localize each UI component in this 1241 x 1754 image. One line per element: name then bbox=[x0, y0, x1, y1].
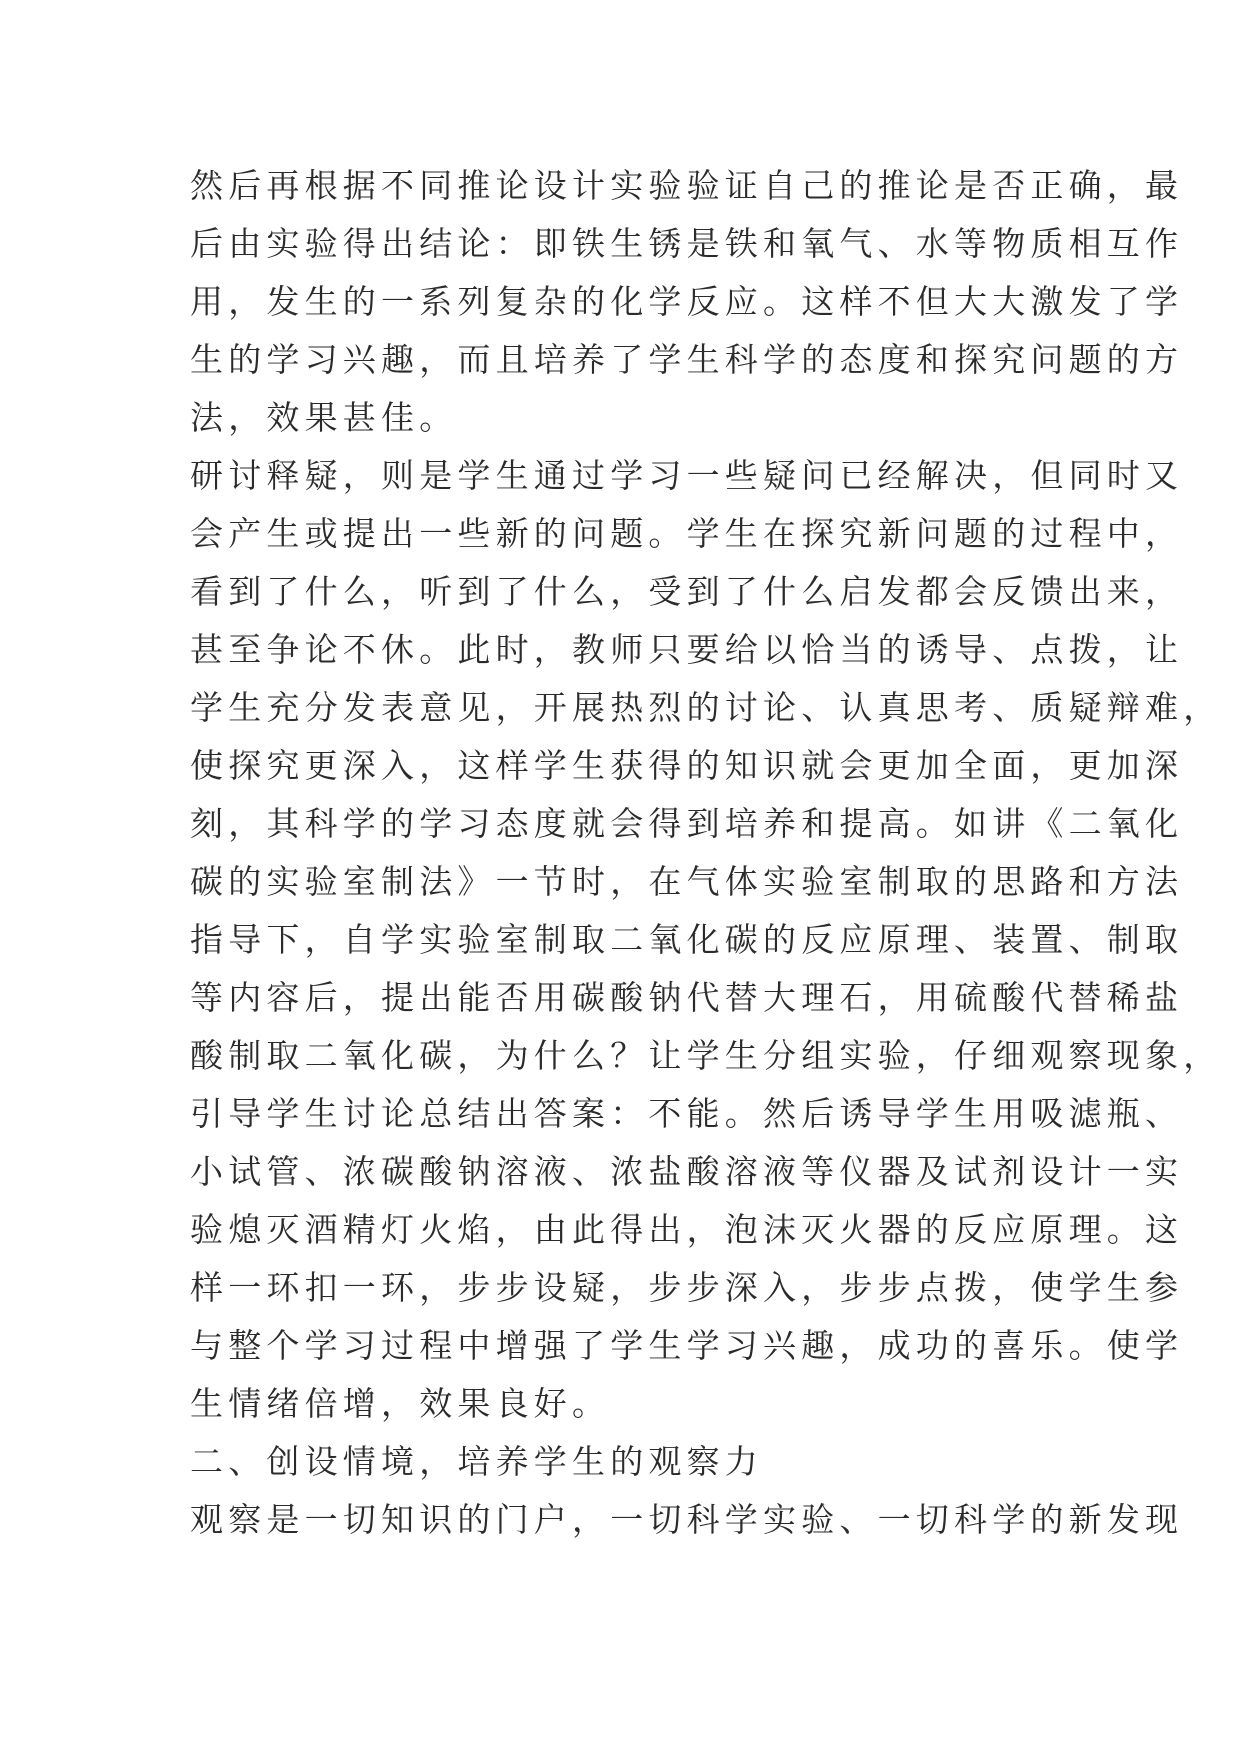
text-line: 会产生或提出一些新的问题。学生在探究新问题的过程中， bbox=[190, 514, 1184, 553]
text-line: 生情绪倍增，效果良好。 bbox=[190, 1384, 611, 1423]
text-line: 后由实验得出结论：即铁生锈是铁和氧气、水等物质相互作 bbox=[190, 224, 1184, 263]
text-line: 使探究更深入，这样学生获得的知识就会更加全面，更加深 bbox=[190, 746, 1184, 785]
text-line: 生的学习兴趣，而且培养了学生科学的态度和探究问题的方 bbox=[190, 340, 1184, 379]
text-line: 刻，其科学的学习态度就会得到培养和提高。如讲《二氧化 bbox=[190, 804, 1184, 843]
text-line: 与整个学习过程中增强了学生学习兴趣，成功的喜乐。使学 bbox=[190, 1326, 1184, 1365]
text-line: 观察是一切知识的门户，一切科学实验、一切科学的新发现 bbox=[190, 1500, 1184, 1539]
text-line: 小试管、浓碳酸钠溶液、浓盐酸溶液等仪器及试剂设计一实 bbox=[190, 1152, 1184, 1191]
text-line: 验熄灭酒精灯火焰，由此得出，泡沫灭火器的反应原理。这 bbox=[190, 1210, 1184, 1249]
text-line: 等内容后，提出能否用碳酸钠代替大理石，用硫酸代替稀盐 bbox=[190, 978, 1184, 1017]
text-line: 学生充分发表意见，开展热烈的讨论、认真思考、质疑辩难， bbox=[190, 688, 1222, 727]
text-line: 用，发生的一系列复杂的化学反应。这样不但大大激发了学 bbox=[190, 282, 1184, 321]
text-line: 研讨释疑，则是学生通过学习一些疑问已经解决，但同时又 bbox=[190, 456, 1184, 495]
text-line: 碳的实验室制法》一节时，在气体实验室制取的思路和方法 bbox=[190, 862, 1184, 901]
text-line: 然后再根据不同推论设计实验验证自己的推论是否正确，最 bbox=[190, 166, 1184, 205]
text-line: 指导下，自学实验室制取二氧化碳的反应原理、装置、制取 bbox=[190, 920, 1184, 959]
text-line: 样一环扣一环，步步设疑，步步深入，步步点拨，使学生参 bbox=[190, 1268, 1184, 1307]
text-line: 酸制取二氧化碳，为什么？让学生分组实验，仔细观察现象， bbox=[190, 1036, 1222, 1075]
text-line: 甚至争论不休。此时，教师只要给以恰当的诱导、点拨，让 bbox=[190, 630, 1184, 669]
text-line: 引导学生讨论总结出答案：不能。然后诱导学生用吸滤瓶、 bbox=[190, 1094, 1184, 1133]
text-line: 看到了什么，听到了什么，受到了什么启发都会反馈出来， bbox=[190, 572, 1184, 611]
section-heading: 二、创设情境，培养学生的观察力 bbox=[190, 1442, 763, 1481]
text-line: 法，效果甚佳。 bbox=[190, 398, 458, 437]
